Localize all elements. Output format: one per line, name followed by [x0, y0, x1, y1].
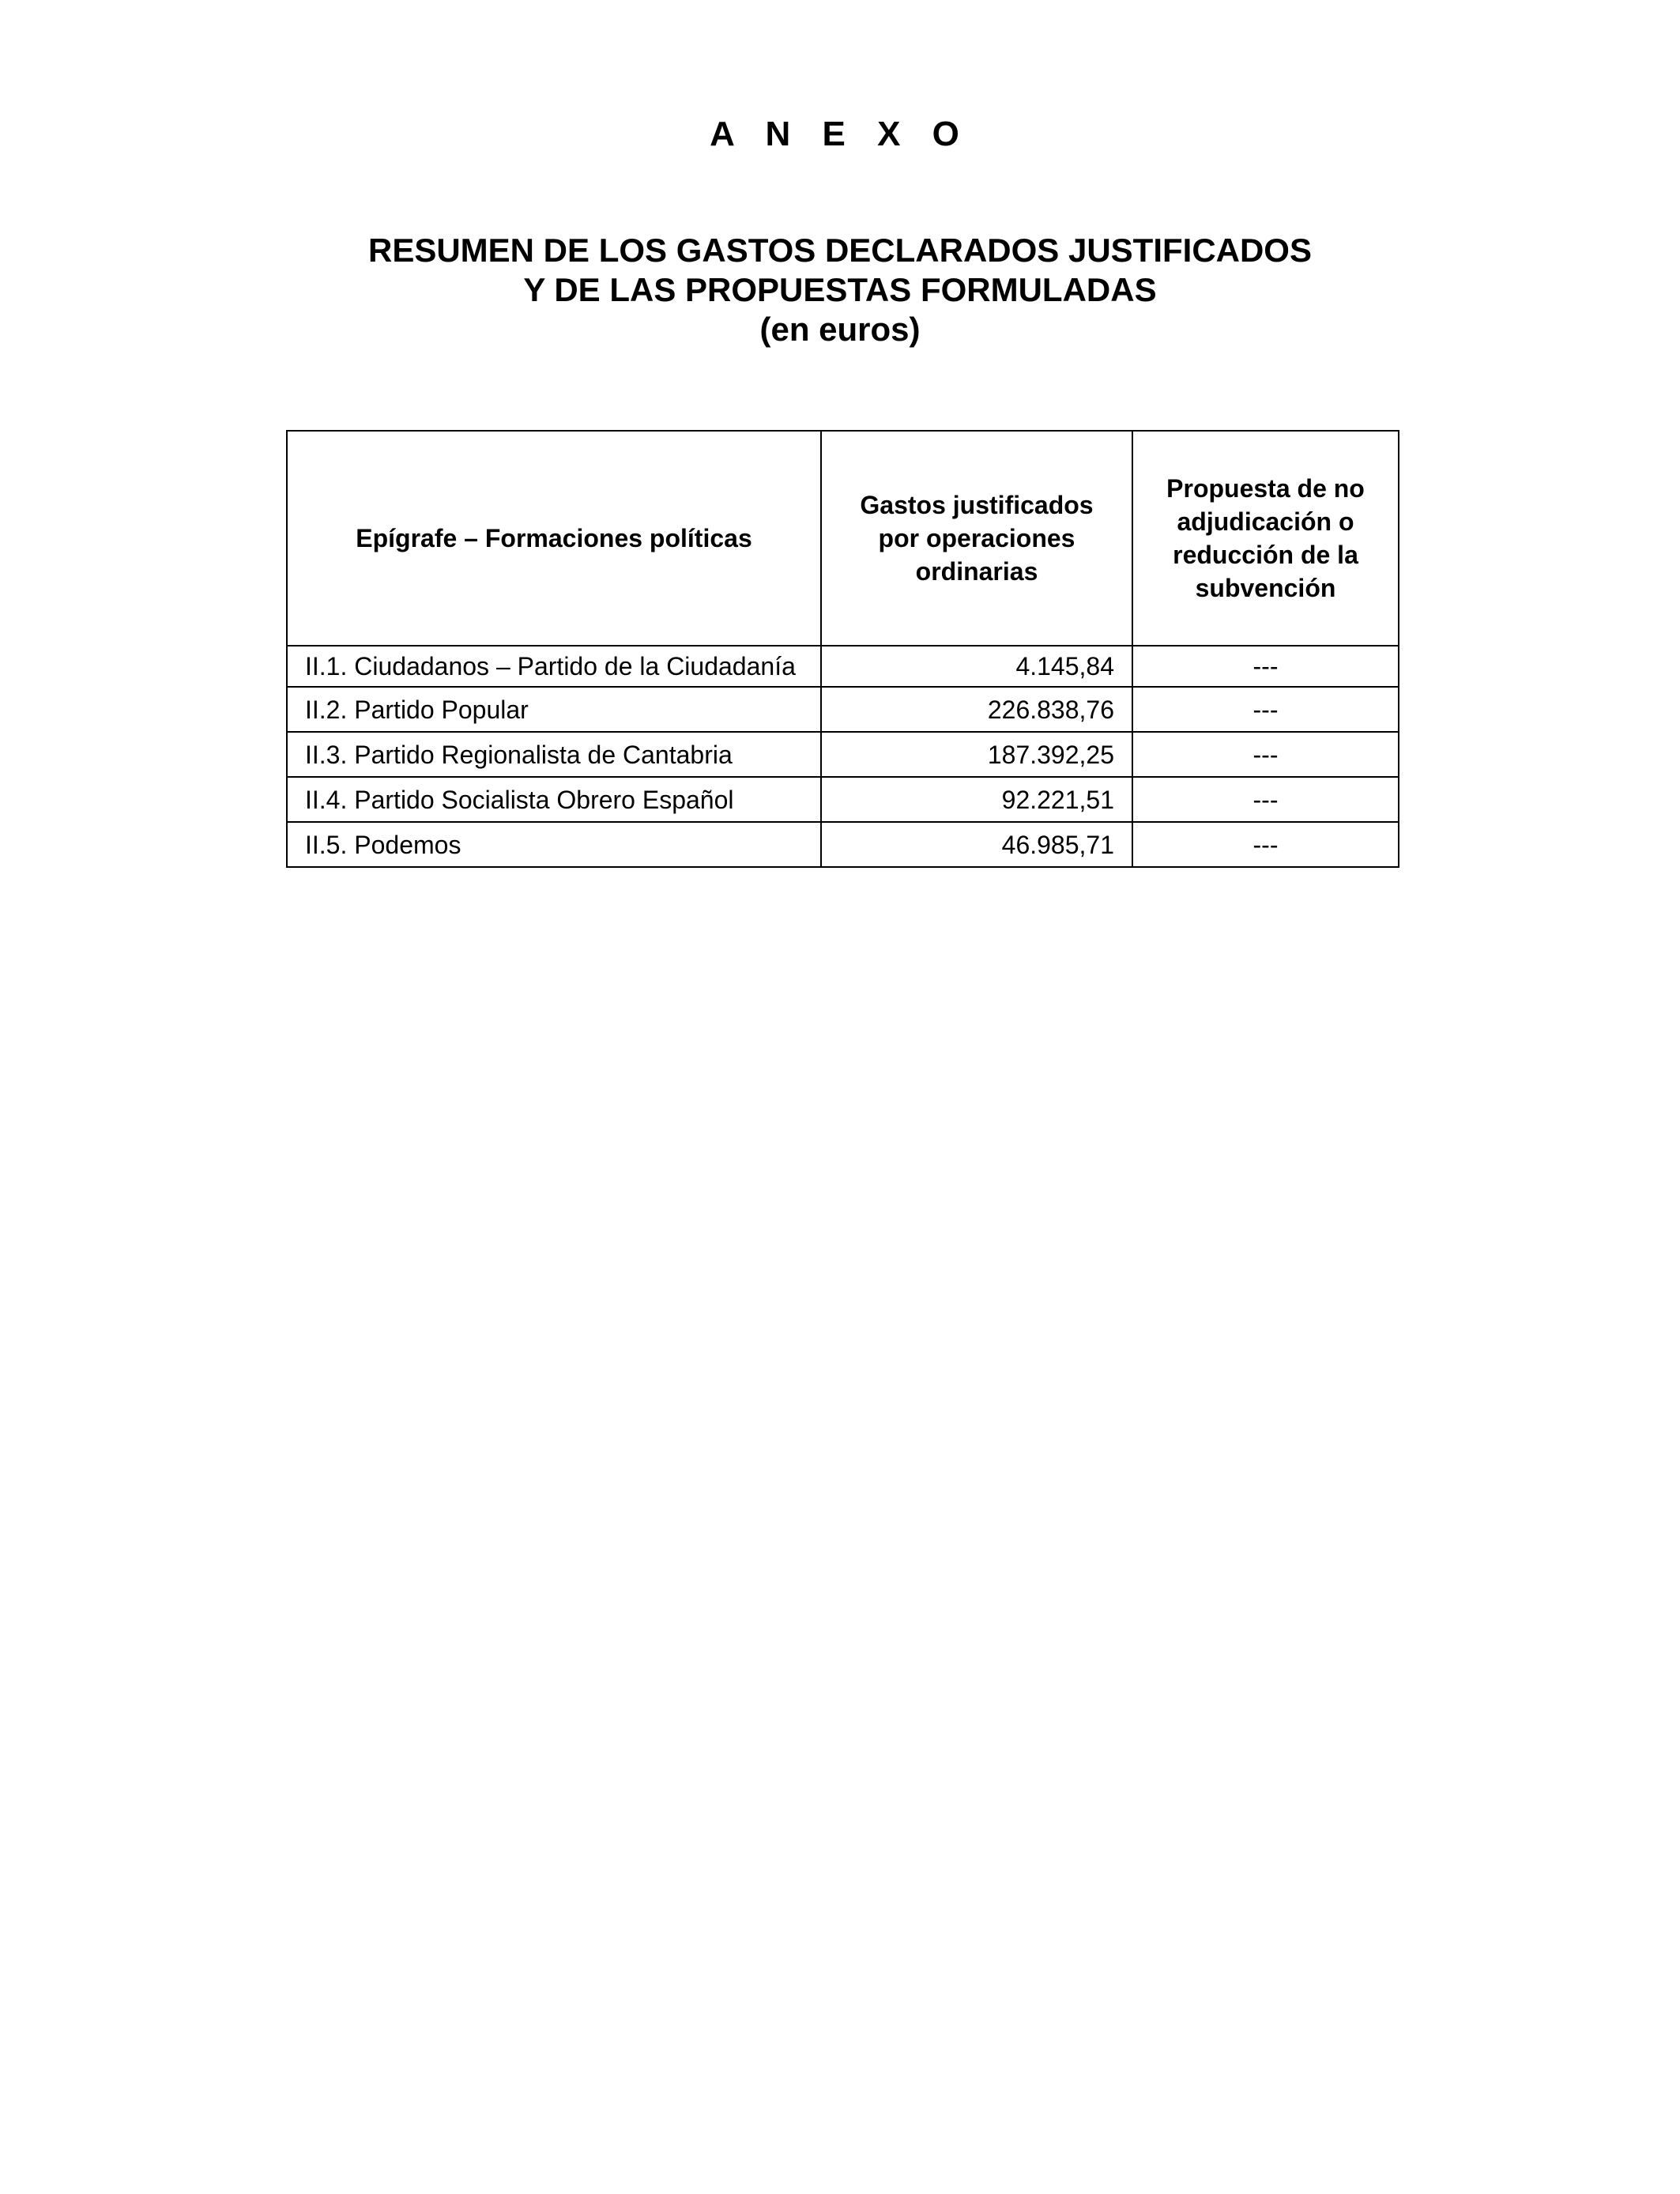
header-epigrafe-text: Epígrafe – Formaciones políticas: [356, 524, 752, 552]
row-party-name: II.2. Partido Popular: [287, 687, 821, 732]
row-proposal: ---: [1132, 822, 1399, 867]
table-row: [287, 646, 1399, 687]
row-gastos-amount: 4.145,84: [821, 646, 1132, 687]
row-party-name: II.1. Ciudadanos – Partido de la Ciudadanía: [287, 646, 821, 687]
row-proposal: ---: [1132, 777, 1399, 822]
header-gastos-line-3: ordinarias: [915, 557, 1038, 586]
row-party-name: II.4. Partido Socialista Obrero Español: [287, 777, 821, 822]
header-propuesta-line-1: Propuesta de no: [1166, 474, 1365, 503]
table-row: [287, 687, 1399, 732]
summary-title: [0, 231, 1680, 349]
row-party-name: II.3. Partido Regionalista de Cantabria: [287, 732, 821, 777]
summary-title-line-2: Y DE LAS PROPUESTAS FORMULADAS: [523, 271, 1157, 308]
row-gastos-amount: 187.392,25: [821, 732, 1132, 777]
header-propuesta-line-3: reducción de la: [1173, 541, 1358, 569]
header-gastos-justificados: [821, 431, 1132, 646]
header-epigrafe: [287, 431, 821, 646]
row-proposal: ---: [1132, 687, 1399, 732]
header-propuesta-line-4: subvención: [1195, 574, 1336, 602]
row-gastos-amount: 46.985,71: [821, 822, 1132, 867]
table-row: [287, 732, 1399, 777]
row-proposal: ---: [1132, 732, 1399, 777]
row-proposal: ---: [1132, 646, 1399, 687]
row-gastos-amount: 226.838,76: [821, 687, 1132, 732]
annex-title: A N E X O: [710, 115, 970, 153]
row-gastos-amount: 92.221,51: [821, 777, 1132, 822]
table-header-row: [287, 431, 1399, 646]
summary-table: [286, 430, 1399, 868]
header-gastos-line-1: Gastos justificados: [860, 491, 1094, 519]
header-gastos-line-2: por operaciones: [878, 524, 1075, 552]
header-propuesta-line-2: adjudicación o: [1177, 507, 1354, 536]
row-party-name: II.5. Podemos: [287, 822, 821, 867]
header-propuesta: [1132, 431, 1399, 646]
summary-title-line-3: (en euros): [759, 311, 921, 348]
table-row: [287, 822, 1399, 867]
summary-title-line-1: RESUMEN DE LOS GASTOS DECLARADOS JUSTIFICADOS: [367, 232, 1312, 269]
table-row: [287, 777, 1399, 822]
